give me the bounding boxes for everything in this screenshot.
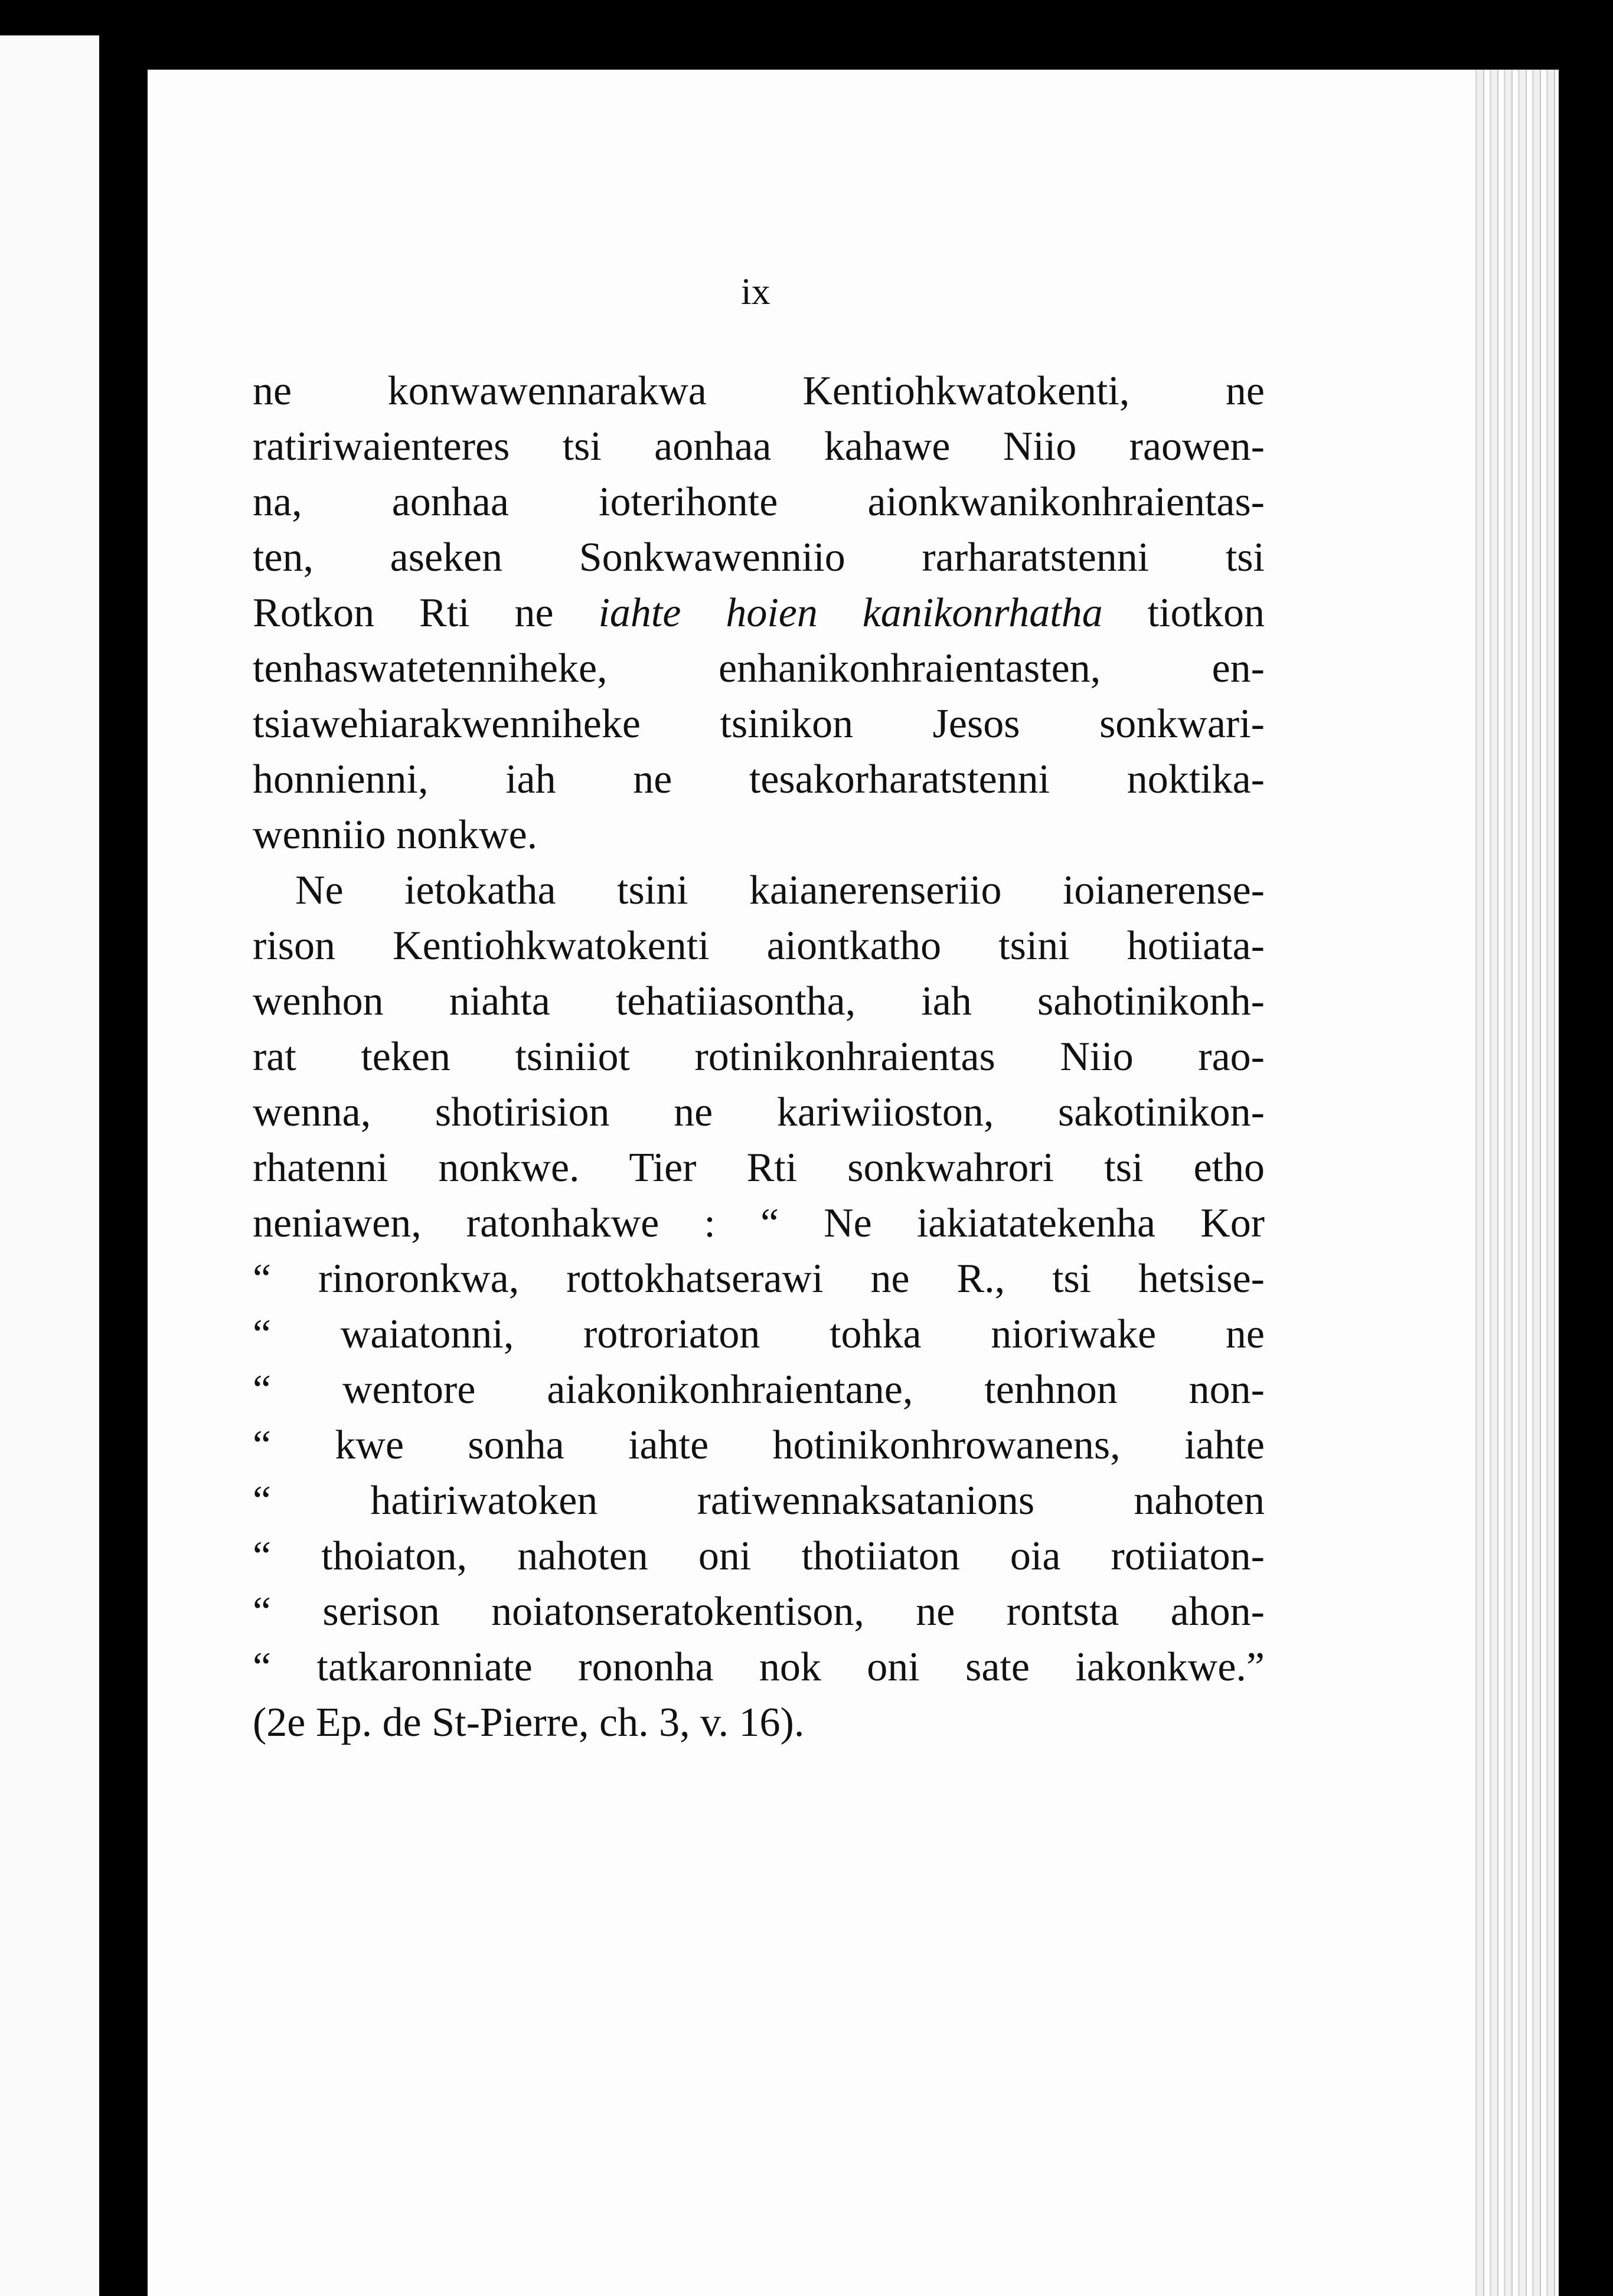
text-line: rat teken tsiniiot rotinikonhraientas Niio rao-	[253, 1034, 1265, 1080]
page-number: ix	[741, 270, 770, 312]
text-line: rison Kentiohkwatokenti aiontkatho tsini hotiiata-	[253, 923, 1265, 969]
text-line: honnienni, iah ne tesakorharatstenni noktika-	[253, 757, 1265, 802]
text-line: neniawen, ratonhakwe : “ Ne iakiatatekenha Kor	[253, 1201, 1265, 1246]
quote-line: “ kwe sonha iahte hotinikonhrowanens, iahte	[253, 1422, 1265, 1468]
citation-line: (2e Ep. de St-Pierre, ch. 3, v. 16).	[253, 1700, 805, 1745]
text-line: ratiriwaienteres tsi aonhaa kahawe Niio raowen-	[253, 424, 1265, 469]
italic-phrase: iahte hoien kanikonrhatha	[598, 590, 1103, 636]
text-line: na, aonhaa ioterihonte aionkwanikonhraientas-	[253, 479, 1265, 525]
line-text: Rotkon Rti ne	[253, 590, 599, 636]
text-line: wenhon niahta tehatiiasontha, iah sahotinikonh-	[253, 979, 1265, 1024]
text-line: ten, aseken Sonkwawenniio rarharatstenni tsi	[253, 535, 1265, 580]
quote-line: “ wentore aiakonikonhraientane, tenhnon non-	[253, 1367, 1265, 1412]
text-line: rhatenni nonkwe. Tier Rti sonkwahrori tsi etho	[253, 1145, 1265, 1190]
quote-line: “ hatiriwatoken ratiwennaksatanions nahoten	[253, 1478, 1265, 1523]
text-line: wenna, shotirision ne kariwiioston, sakotinikon-	[253, 1090, 1265, 1135]
quote-line: “ thoiaton, nahoten oni thotiiaton oia rotiiaton-	[253, 1533, 1265, 1579]
text-line	[253, 590, 1265, 636]
quote-line: “ rinoronkwa, rottokhatserawi ne R., tsi hetsise-	[253, 1256, 1265, 1301]
text-line: tenhaswatetenniheke, enhanikonhraientasten, en-	[253, 646, 1265, 691]
quote-line: “ tatkaronniate rononha nok oni sate iakonkwe.”	[253, 1644, 1265, 1690]
text-line: tsiawehiarakwenniheke tsinikon Jesos sonkwari-	[253, 701, 1265, 747]
facing-page-edge	[0, 35, 99, 2296]
line-text: tiotkon	[1102, 590, 1265, 636]
quote-line: “ waiatonni, rotroriaton tohka nioriwake ne	[253, 1311, 1265, 1357]
quote-line: “ serison noiatonseratokentison, ne rontsta ahon-	[253, 1589, 1265, 1634]
text-line: wenniio nonkwe.	[253, 812, 538, 858]
text-line: ne konwawennarakwa Kentiohkwatokenti, ne	[253, 368, 1265, 414]
paragraph-start-line: Ne ietokatha tsini kaianerenseriio ioianerense-	[295, 868, 1265, 913]
